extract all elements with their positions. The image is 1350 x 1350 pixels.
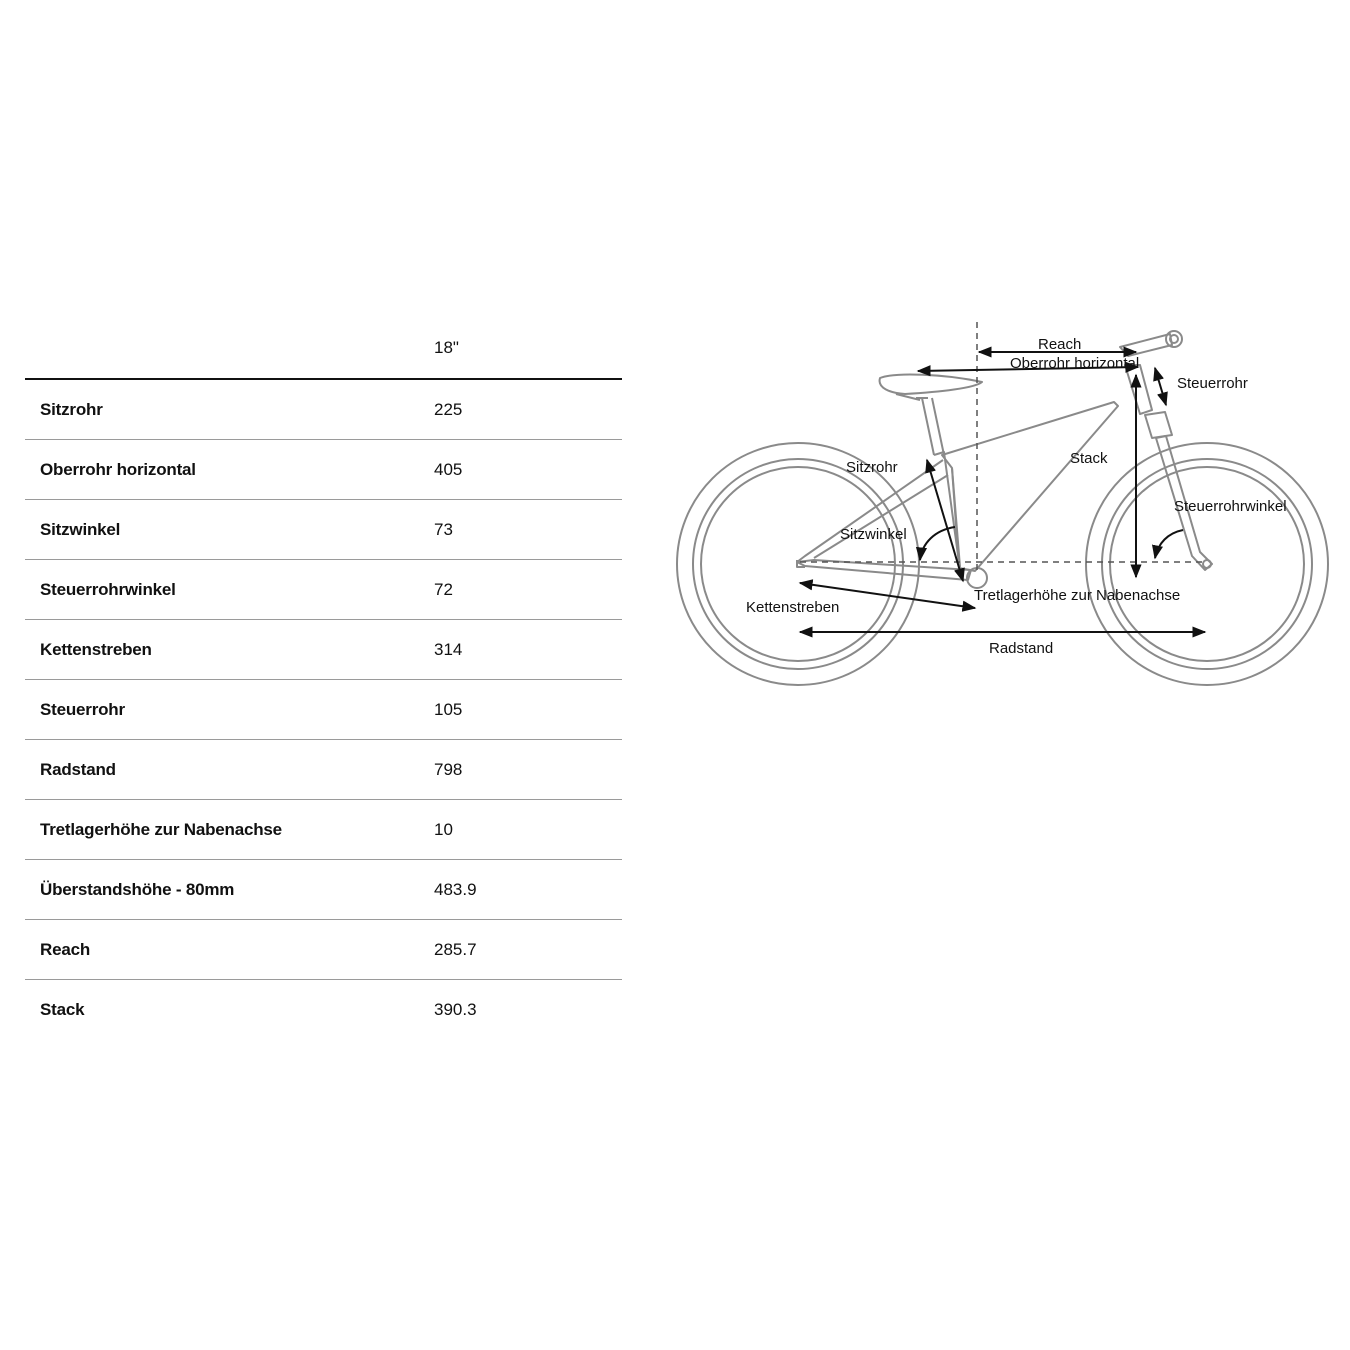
label-radstand: Radstand <box>989 640 1054 657</box>
label-sitzrohr: Sitzrohr <box>846 459 898 476</box>
size-header: 18" <box>25 318 622 379</box>
row-value: 483.9 <box>434 879 477 899</box>
table-row <box>25 680 622 740</box>
label-stack: Stack <box>1070 450 1108 467</box>
row-label: Radstand <box>40 759 116 779</box>
row-label: Reach <box>40 939 91 959</box>
label-oberrohr: Oberrohr horizontal <box>1010 355 1140 372</box>
row-value: 405 <box>434 459 463 479</box>
row-value: 225 <box>434 399 463 419</box>
table-row <box>25 379 622 440</box>
label-tretlager: Tretlagerhöhe zur Nabenachse <box>974 587 1181 604</box>
row-value: 73 <box>434 519 453 539</box>
table-row <box>25 560 622 620</box>
table-row <box>25 920 622 980</box>
bike-geometry-diagram <box>660 310 1350 710</box>
row-value: 10 <box>434 819 453 839</box>
row-label: Sitzwinkel <box>40 519 121 539</box>
row-value: 285.7 <box>434 939 477 959</box>
row-label: Kettenstreben <box>40 639 152 659</box>
table-row <box>25 620 622 680</box>
label-steuerrohr: Steuerrohr <box>1177 375 1248 392</box>
row-value: 314 <box>434 639 463 659</box>
row-label: Tretlagerhöhe zur Nabenachse <box>40 819 282 839</box>
row-value: 390.3 <box>434 999 477 1019</box>
steuerrohr-arrow <box>1155 368 1166 405</box>
label-sitzwinkel: Sitzwinkel <box>840 526 907 543</box>
row-label: Überstandshöhe - 80mm <box>40 879 235 899</box>
table-row <box>25 740 622 800</box>
table-row <box>25 440 622 500</box>
label-kettenstreben: Kettenstreben <box>746 599 840 616</box>
table-row <box>25 800 622 860</box>
table-header-row <box>25 318 622 379</box>
row-label: Sitzrohr <box>40 399 103 419</box>
row-value: 105 <box>434 699 463 719</box>
row-value: 72 <box>434 579 453 599</box>
table-row <box>25 860 622 920</box>
row-label: Steuerrohr <box>40 699 125 719</box>
row-label: Oberrohr horizontal <box>40 459 196 479</box>
sitzrohr-arrow <box>927 460 963 581</box>
geometry-table <box>25 318 622 1039</box>
label-steuerrohrwinkel: Steuerrohrwinkel <box>1174 498 1287 515</box>
sitzwinkel-arc <box>920 527 955 560</box>
front-wheel <box>1086 443 1328 685</box>
row-value: 798 <box>434 759 463 779</box>
table-row <box>25 500 622 560</box>
row-label: Stack <box>40 999 85 1019</box>
steuerrohrwinkel-arc <box>1155 530 1183 558</box>
row-label: Steuerrohrwinkel <box>40 579 176 599</box>
table-row <box>25 980 622 1040</box>
label-reach: Reach <box>1038 336 1082 353</box>
